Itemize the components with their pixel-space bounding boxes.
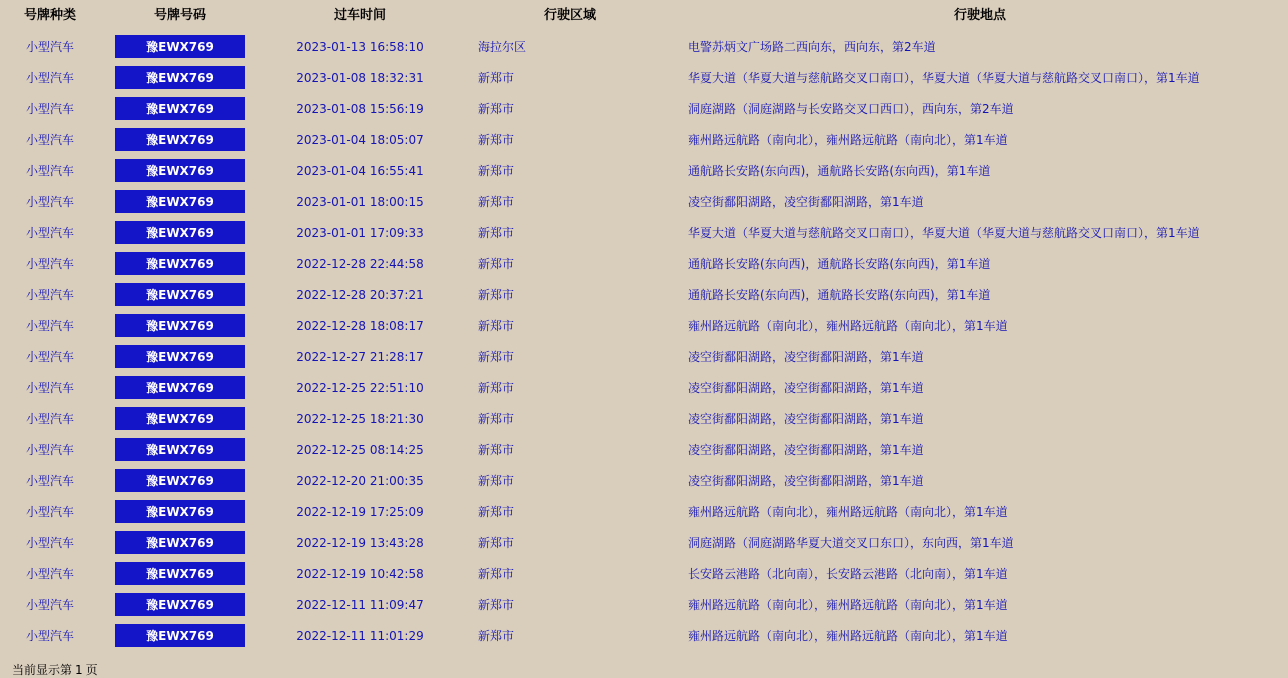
cell-place [680, 124, 1280, 155]
cell-plate-number [100, 341, 260, 372]
table-row[interactable] [0, 310, 1280, 341]
cell-pass-time [260, 186, 460, 217]
plate-badge: 豫EWX769 [115, 624, 245, 647]
plate-badge: 豫EWX769 [115, 407, 245, 430]
cell-area-text: 新郑市 [478, 443, 515, 457]
cell-plate-type: 小型汽车 [25, 257, 74, 271]
cell-place [680, 372, 1280, 403]
cell-pass-time-text: 2023-01-01 17:09:33 [296, 225, 424, 240]
cell-place-text: 长安路云港路（北向南），长安路云港路（北向南），第1车道 [688, 567, 1008, 581]
plate-badge: 豫EWX769 [115, 35, 245, 58]
cell-plate-number [100, 279, 260, 310]
cell-place [680, 248, 1280, 279]
table-row[interactable] [0, 31, 1280, 62]
cell-area [460, 248, 680, 279]
cell-pass-time [260, 248, 460, 279]
cell-plate-type: 小型汽车 [25, 505, 74, 519]
cell-pass-time-text: 2022-12-28 20:37:21 [296, 287, 424, 302]
cell-area [460, 620, 680, 651]
cell-area-text: 新郑市 [478, 319, 515, 333]
cell-pass-time [260, 341, 460, 372]
cell-area [460, 403, 680, 434]
cell-plate-type: 小型汽车 [25, 443, 74, 457]
cell-place-text: 凌空街鄱阳湖路，凌空街鄱阳湖路，第1车道 [688, 474, 924, 488]
cell-place [680, 62, 1280, 93]
plate-badge: 豫EWX769 [115, 531, 245, 554]
cell-plate-number [100, 186, 260, 217]
cell-plate-number [100, 527, 260, 558]
pagination-current-page: 1 [75, 663, 83, 677]
plate-badge: 豫EWX769 [115, 593, 245, 616]
cell-area [460, 434, 680, 465]
cell-plate-number [100, 93, 260, 124]
cell-area [460, 31, 680, 62]
cell-place [680, 620, 1280, 651]
cell-area-text: 新郑市 [478, 629, 515, 643]
cell-place-text: 凌空街鄱阳湖路，凌空街鄱阳湖路，第1车道 [688, 381, 924, 395]
cell-plate-type: 小型汽车 [25, 350, 74, 364]
cell-pass-time-text: 2022-12-27 21:28:17 [296, 349, 424, 364]
cell-pass-time [260, 496, 460, 527]
cell-place-text: 电警苏炳文广场路二西向东，西向东，第2车道 [688, 40, 936, 54]
cell-plate-type: 小型汽车 [25, 412, 74, 426]
cell-plate-number [100, 403, 260, 434]
cell-plate-number [100, 465, 260, 496]
cell-pass-time [260, 465, 460, 496]
cell-plate-type: 小型汽车 [25, 195, 74, 209]
table-row[interactable] [0, 403, 1280, 434]
cell-pass-time-text: 2022-12-19 10:42:58 [296, 566, 424, 581]
plate-badge: 豫EWX769 [115, 159, 245, 182]
cell-area-text: 新郑市 [478, 226, 515, 240]
cell-plate-number [100, 589, 260, 620]
cell-pass-time-text: 2022-12-19 13:43:28 [296, 535, 424, 550]
cell-plate-number [100, 620, 260, 651]
table-row[interactable] [0, 527, 1280, 558]
cell-plate-type: 小型汽车 [25, 164, 74, 178]
cell-place-text: 华夏大道（华夏大道与慈航路交叉口南口），华夏大道（华夏大道与慈航路交叉口南口），第1车道 [688, 226, 1200, 240]
cell-area-text: 新郑市 [478, 133, 515, 147]
cell-pass-time [260, 403, 460, 434]
cell-place [680, 217, 1280, 248]
cell-pass-time-text: 2022-12-11 11:01:29 [296, 628, 424, 643]
cell-area [460, 527, 680, 558]
cell-plate-type: 小型汽车 [25, 381, 74, 395]
cell-place [680, 310, 1280, 341]
cell-pass-time-text: 2022-12-11 11:09:47 [296, 597, 424, 612]
cell-pass-time-text: 2023-01-08 18:32:31 [296, 70, 424, 85]
cell-plate-type: 小型汽车 [25, 102, 74, 116]
table-row[interactable] [0, 93, 1280, 124]
cell-place [680, 279, 1280, 310]
cell-area [460, 496, 680, 527]
cell-area [460, 155, 680, 186]
cell-place [680, 527, 1280, 558]
cell-area-text: 新郑市 [478, 102, 515, 116]
cell-place [680, 589, 1280, 620]
cell-area [460, 372, 680, 403]
cell-pass-time-text: 2023-01-13 16:58:10 [296, 39, 424, 54]
pagination-prefix: 当前显示第 [12, 663, 73, 677]
cell-area-text: 新郑市 [478, 536, 515, 550]
cell-area [460, 341, 680, 372]
cell-plate-number [100, 558, 260, 589]
pagination-status [0, 651, 1280, 678]
column-header-place-text: 行驶地点 [953, 8, 1006, 23]
cell-area [460, 589, 680, 620]
cell-place [680, 496, 1280, 527]
cell-pass-time [260, 31, 460, 62]
cell-plate-type: 小型汽车 [25, 71, 74, 85]
cell-place [680, 93, 1280, 124]
cell-pass-time [260, 434, 460, 465]
cell-area [460, 310, 680, 341]
plate-badge: 豫EWX769 [115, 128, 245, 151]
column-header-place [680, 0, 1280, 31]
cell-plate-number [100, 496, 260, 527]
cell-area [460, 558, 680, 589]
cell-area [460, 279, 680, 310]
plate-badge: 豫EWX769 [115, 66, 245, 89]
cell-place-text: 雍州路远航路（南向北），雍州路远航路（南向北），第1车道 [688, 505, 1008, 519]
cell-area-text: 新郑市 [478, 474, 515, 488]
cell-place-text: 雍州路远航路（南向北），雍州路远航路（南向北），第1车道 [688, 133, 1008, 147]
plate-badge: 豫EWX769 [115, 283, 245, 306]
cell-place-text: 洞庭湖路（洞庭湖路华夏大道交叉口东口），东向西，第1车道 [688, 536, 1014, 550]
cell-area-text: 新郑市 [478, 257, 515, 271]
cell-area-text: 新郑市 [478, 71, 515, 85]
cell-area-text: 新郑市 [478, 567, 515, 581]
plate-badge: 豫EWX769 [115, 252, 245, 275]
table-row[interactable] [0, 279, 1280, 310]
cell-plate-type: 小型汽车 [25, 536, 74, 550]
cell-place [680, 155, 1280, 186]
table-row[interactable] [0, 62, 1280, 93]
cell-area-text: 新郑市 [478, 505, 515, 519]
cell-place-text: 通航路长安路(东向西)，通航路长安路(东向西)，第1车道 [688, 257, 991, 271]
table-row[interactable] [0, 434, 1280, 465]
cell-pass-time-text: 2022-12-25 22:51:10 [296, 380, 424, 395]
cell-pass-time [260, 589, 460, 620]
column-header-area [460, 0, 680, 31]
plate-badge: 豫EWX769 [115, 190, 245, 213]
cell-pass-time [260, 93, 460, 124]
cell-plate-type: 小型汽车 [25, 40, 74, 54]
cell-area-text: 新郑市 [478, 288, 515, 302]
table-body [0, 31, 1280, 651]
table-row[interactable] [0, 217, 1280, 248]
cell-plate-type: 小型汽车 [25, 598, 74, 612]
cell-pass-time [260, 155, 460, 186]
plate-badge: 豫EWX769 [115, 500, 245, 523]
cell-plate-number [100, 310, 260, 341]
cell-pass-time-text: 2022-12-25 18:21:30 [296, 411, 424, 426]
cell-plate-number [100, 62, 260, 93]
plate-badge: 豫EWX769 [115, 562, 245, 585]
cell-plate-number [100, 372, 260, 403]
plate-badge: 豫EWX769 [115, 438, 245, 461]
cell-place [680, 558, 1280, 589]
cell-place [680, 465, 1280, 496]
cell-place-text: 通航路长安路(东向西)，通航路长安路(东向西)，第1车道 [688, 164, 991, 178]
table-row[interactable] [0, 465, 1280, 496]
cell-pass-time-text: 2023-01-04 18:05:07 [296, 132, 424, 147]
table-row[interactable] [0, 589, 1280, 620]
table-row[interactable] [0, 248, 1280, 279]
cell-area-text: 新郑市 [478, 195, 515, 209]
cell-pass-time-text: 2023-01-04 16:55:41 [296, 163, 424, 178]
plate-badge: 豫EWX769 [115, 314, 245, 337]
cell-area [460, 186, 680, 217]
cell-area-text: 新郑市 [478, 412, 515, 426]
cell-place-text: 凌空街鄱阳湖路，凌空街鄱阳湖路，第1车道 [688, 412, 924, 426]
cell-plate-number [100, 31, 260, 62]
cell-plate-type: 小型汽车 [25, 319, 74, 333]
cell-area [460, 62, 680, 93]
cell-pass-time [260, 62, 460, 93]
cell-place-text: 凌空街鄱阳湖路，凌空街鄱阳湖路，第1车道 [688, 195, 924, 209]
cell-place [680, 403, 1280, 434]
cell-area [460, 465, 680, 496]
column-header-area-text: 行驶区域 [543, 8, 596, 23]
cell-plate-type: 小型汽车 [25, 629, 74, 643]
cell-plate-number [100, 124, 260, 155]
plate-badge: 豫EWX769 [115, 97, 245, 120]
cell-place-text: 凌空街鄱阳湖路，凌空街鄱阳湖路，第1车道 [688, 350, 924, 364]
cell-pass-time [260, 279, 460, 310]
column-header-pass-time: 过车时间 [333, 8, 386, 23]
table-header [0, 0, 1280, 31]
table-row[interactable] [0, 341, 1280, 372]
cell-place-text: 华夏大道（华夏大道与慈航路交叉口南口），华夏大道（华夏大道与慈航路交叉口南口），第1车道 [688, 71, 1200, 85]
cell-pass-time [260, 527, 460, 558]
cell-area-text: 新郑市 [478, 350, 515, 364]
cell-pass-time [260, 372, 460, 403]
cell-plate-number [100, 217, 260, 248]
cell-place-text: 雍州路远航路（南向北），雍州路远航路（南向北），第1车道 [688, 598, 1008, 612]
table-row[interactable] [0, 496, 1280, 527]
cell-pass-time [260, 620, 460, 651]
cell-place-text: 洞庭湖路（洞庭湖路与长安路交叉口西口），西向东，第2车道 [688, 102, 1014, 116]
cell-plate-number [100, 434, 260, 465]
cell-place-text: 雍州路远航路（南向北），雍州路远航路（南向北），第1车道 [688, 629, 1008, 643]
cell-plate-number [100, 155, 260, 186]
table-row[interactable] [0, 124, 1280, 155]
cell-plate-type: 小型汽车 [25, 133, 74, 147]
cell-pass-time [260, 217, 460, 248]
cell-pass-time-text: 2022-12-28 22:44:58 [296, 256, 424, 271]
cell-pass-time [260, 310, 460, 341]
cell-pass-time [260, 124, 460, 155]
cell-place-text: 通航路长安路(东向西)，通航路长安路(东向西)，第1车道 [688, 288, 991, 302]
column-header-plate-type: 号牌种类 [23, 8, 76, 23]
cell-place [680, 186, 1280, 217]
cell-plate-number [100, 248, 260, 279]
cell-plate-type: 小型汽车 [25, 226, 74, 240]
cell-place-text: 雍州路远航路（南向北），雍州路远航路（南向北），第1车道 [688, 319, 1008, 333]
cell-plate-type: 小型汽车 [25, 567, 74, 581]
cell-area-text: 海拉尔区 [478, 40, 527, 54]
cell-pass-time [260, 558, 460, 589]
cell-place [680, 341, 1280, 372]
table-row[interactable] [0, 372, 1280, 403]
cell-place [680, 31, 1280, 62]
table-row[interactable] [0, 155, 1280, 186]
cell-area [460, 93, 680, 124]
cell-pass-time-text: 2023-01-08 15:56:19 [296, 101, 424, 116]
header-row [0, 0, 1280, 31]
plate-badge: 豫EWX769 [115, 469, 245, 492]
cell-pass-time-text: 2022-12-25 08:14:25 [296, 442, 424, 457]
cell-pass-time-text: 2022-12-28 18:08:17 [296, 318, 424, 333]
table-row[interactable] [0, 558, 1280, 589]
cell-place-text: 凌空街鄱阳湖路，凌空街鄱阳湖路，第1车道 [688, 443, 924, 457]
cell-plate-type: 小型汽车 [25, 288, 74, 302]
cell-area-text: 新郑市 [478, 164, 515, 178]
pagination-suffix: 页 [85, 663, 98, 677]
cell-pass-time-text: 2023-01-01 18:00:15 [296, 194, 424, 209]
cell-area [460, 124, 680, 155]
cell-pass-time-text: 2022-12-20 21:00:35 [296, 473, 424, 488]
cell-area-text: 新郑市 [478, 598, 515, 612]
table-row[interactable] [0, 186, 1280, 217]
cell-area [460, 217, 680, 248]
column-header-plate-number: 号牌号码 [153, 8, 206, 23]
cell-plate-type: 小型汽车 [25, 474, 74, 488]
cell-place [680, 434, 1280, 465]
cell-area-text: 新郑市 [478, 381, 515, 395]
plate-badge: 豫EWX769 [115, 345, 245, 368]
cell-pass-time-text: 2022-12-19 17:25:09 [296, 504, 424, 519]
table-row[interactable] [0, 620, 1280, 651]
plate-badge: 豫EWX769 [115, 376, 245, 399]
plate-badge: 豫EWX769 [115, 221, 245, 244]
